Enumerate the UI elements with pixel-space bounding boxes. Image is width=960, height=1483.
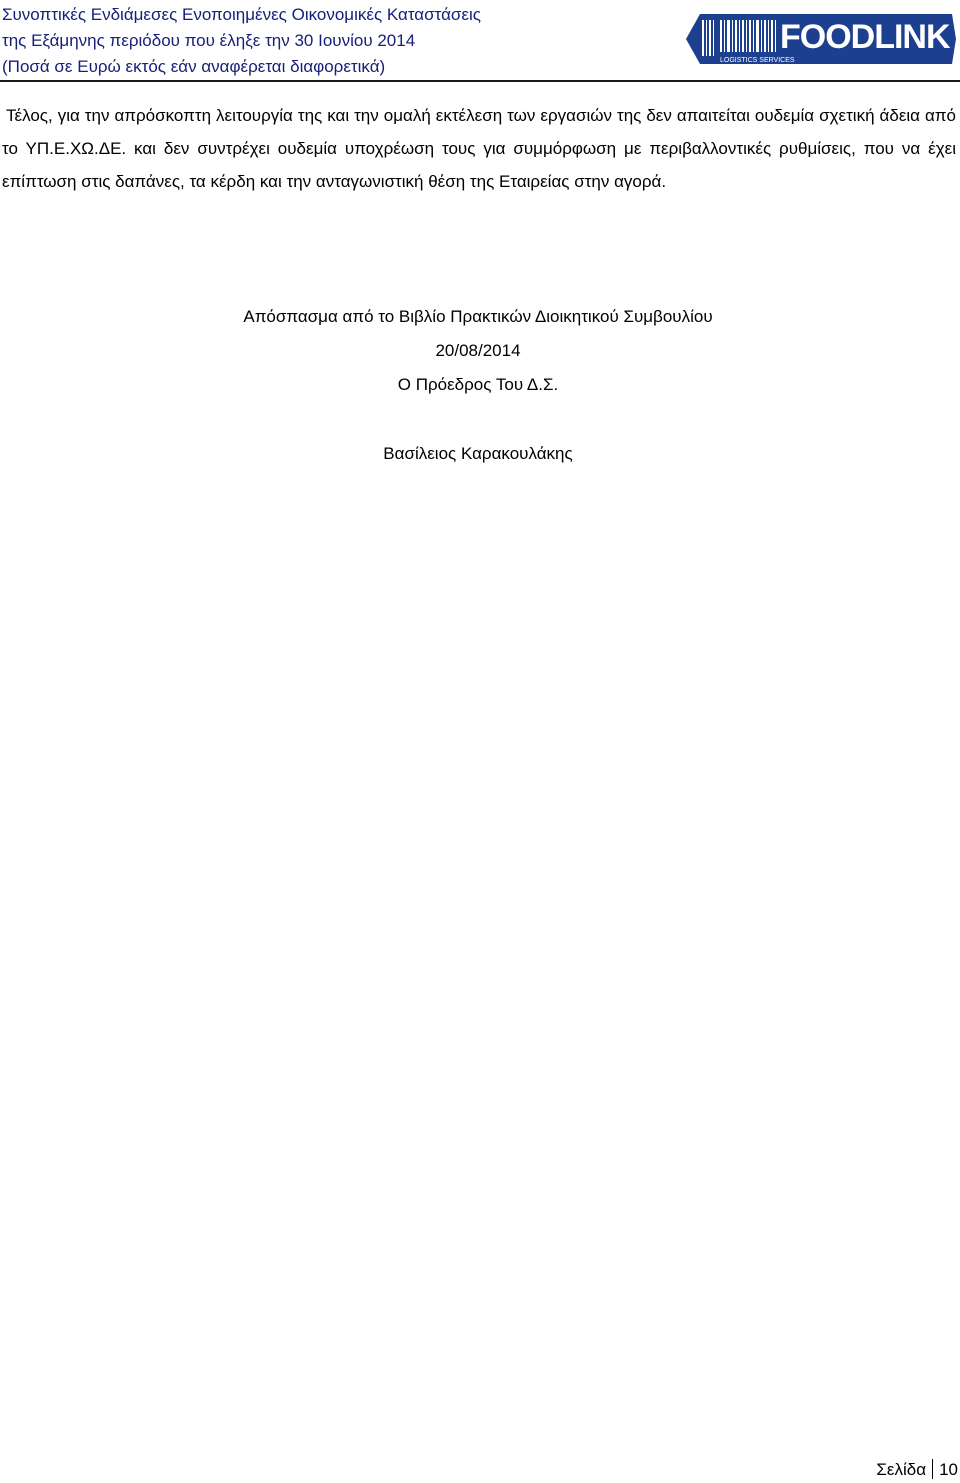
signer-name: Βασίλειος Καρακουλάκης bbox=[383, 444, 573, 463]
page-number: 10 bbox=[939, 1460, 958, 1479]
page-header bbox=[0, 0, 960, 80]
header-title-line-3: (Ποσά σε Ευρώ εκτός εάν αναφέρεται διαφορετικά) bbox=[2, 57, 386, 76]
header-divider bbox=[0, 80, 960, 82]
page-label: Σελίδα bbox=[876, 1460, 927, 1479]
body-paragraph: Τέλος, για την απρόσκοπτη λειτουργία της και την ομαλή εκτέλεση των εργασιών της δεν απαιτείται ουδεμία σχετική άδεια από το ΥΠ.Ε.ΧΩ.ΔΕ. και δεν συντρέχει ουδεμία υποχρέωση τους για συμμόρφωση με περιβαλλοντικές ρυθμίσεις, που να έχει επίπτωση στις δαπάνες, τα κέρδη και την ανταγωνιστική θέση της Εταιρείας στην αγορά. bbox=[2, 106, 956, 191]
resolution-role: Ο Πρόεδρος Του Δ.Σ. bbox=[397, 375, 559, 394]
resolution-extract: Απόσπασμα από το Βιβλίο Πρακτικών Διοικητικού Συμβουλίου bbox=[243, 307, 713, 326]
logo-subtitle: LOGISTICS SERVICES bbox=[720, 57, 795, 64]
header-title-line-1: Συνοπτικές Ενδιάμεσες Ενοποιημένες Οικονομικές Καταστάσεις bbox=[2, 5, 481, 24]
resolution-block bbox=[0, 300, 956, 402]
foodlink-logo bbox=[686, 10, 956, 68]
resolution-date: 20/08/2014 bbox=[435, 341, 521, 360]
header-title-block bbox=[2, 2, 481, 80]
logo-wordmark: FOODLINK bbox=[780, 18, 950, 56]
header-title-line-2: της Εξάμηνης περιόδου που έληξε την 30 Ιουνίου 2014 bbox=[2, 31, 416, 50]
page-footer bbox=[876, 1458, 958, 1482]
page-separator bbox=[932, 1459, 933, 1479]
